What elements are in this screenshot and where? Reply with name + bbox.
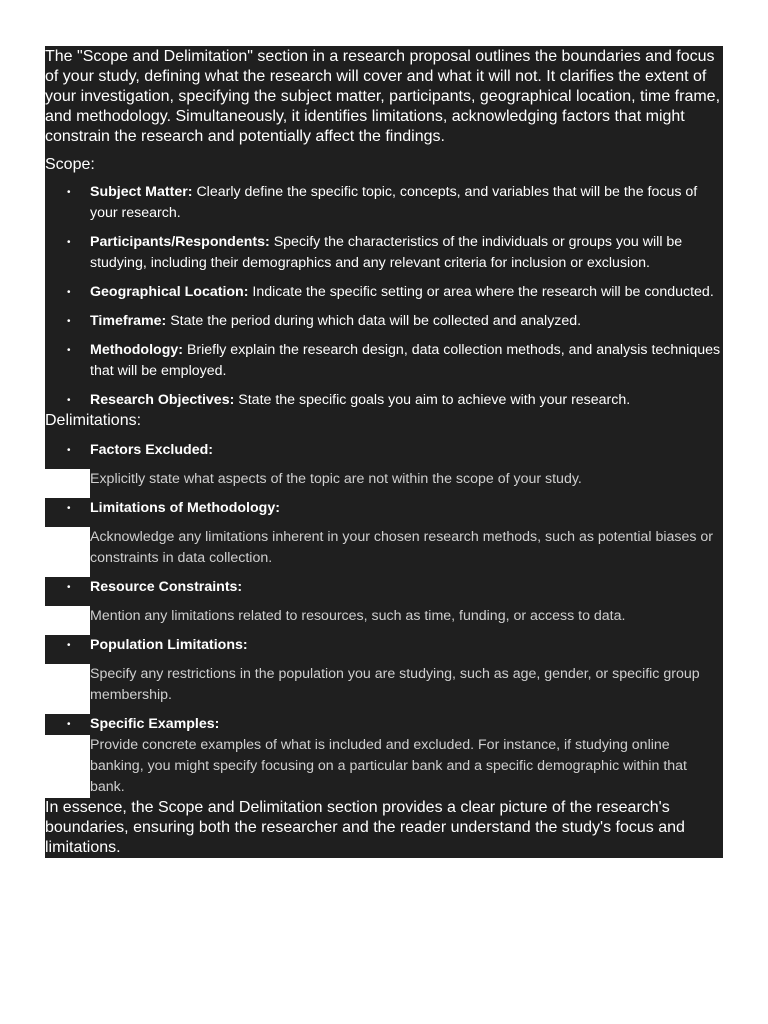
item-term: Population Limitations: [90, 637, 248, 653]
bullet-icon: • [67, 503, 71, 514]
delimitations-heading: Delimitations: [45, 411, 723, 431]
item-text: Briefly explain the research design, data collection methods, and analysis techniques that will be employed. [90, 342, 721, 379]
scope-list [45, 182, 723, 411]
list-item [45, 440, 723, 498]
item-term: Research Objectives: [90, 392, 235, 408]
item-term: Geographical Location: [90, 284, 249, 300]
bullet-icon: • [67, 316, 71, 327]
item-term: Limitations of Methodology: [90, 500, 280, 516]
item-head [45, 635, 723, 664]
conclusion-paragraph: In essence, the Scope and Delimitation section provides a clear picture of the research's boundaries, ensuring both the researcher and the reader understand the study's focus and limitations. [45, 798, 723, 858]
item-term: Participants/Respondents: [90, 234, 270, 250]
item-text: Mention any limitations related to resources, such as time, funding, or access to data. [90, 606, 723, 635]
item-text: State the specific goals you aim to achieve with your research. [238, 392, 631, 408]
bullet-icon: • [67, 345, 71, 356]
bullet-icon: • [67, 582, 71, 593]
item-text: Clearly define the specific topic, concepts, and variables that will be the focus of your research. [90, 184, 698, 221]
item-head [45, 498, 723, 527]
item-term: Timeframe: [90, 313, 167, 329]
list-item [45, 390, 723, 411]
item-text: Indicate the specific setting or area where the research will be conducted. [252, 284, 714, 300]
intro-paragraph: The "Scope and Delimitation" section in a research proposal outlines the boundaries and focus of your study, defining what the research will cover and what it will not. It clarifies the extent of your investigation, specifying the subject matter, participants, geographical location, time frame, and methodology. Simultaneously, it identifies limitations, acknowledging factors that might constrain the research and potentially affect the findings. [45, 46, 723, 147]
item-text: Specify any restrictions in the population you are studying, such as age, gender, or specific group membership. [90, 664, 723, 714]
item-text: Explicitly state what aspects of the topic are not within the scope of your study. [90, 469, 723, 498]
spacer [45, 431, 723, 440]
item-term: Specific Examples: [90, 716, 220, 732]
item-text: Specify the characteristics of the individuals or groups you will be studying, including their demographics and any relevant criteria for inclusion or exclusion. [90, 234, 683, 271]
list-item [45, 714, 723, 798]
item-head [45, 577, 723, 606]
item-term: Factors Excluded: [90, 442, 213, 458]
list-item [45, 340, 723, 382]
item-head [45, 714, 723, 735]
item-term: Subject Matter: [90, 184, 193, 200]
delimitations-list [45, 440, 723, 798]
bullet-icon: • [67, 445, 71, 456]
list-item [45, 635, 723, 714]
item-head [45, 440, 723, 469]
spacer [45, 175, 723, 182]
item-text: Provide concrete examples of what is included and excluded. For instance, if studying online banking, you might specify focusing on a particular bank and a specific demographic within that bank. [90, 735, 723, 798]
list-item [45, 311, 723, 332]
list-item [45, 232, 723, 274]
item-text: Acknowledge any limitations inherent in your chosen research methods, such as potential biases or constraints in data collection. [90, 527, 723, 577]
bullet-icon: • [67, 237, 71, 248]
list-item [45, 282, 723, 303]
list-item [45, 577, 723, 635]
document-body [45, 46, 723, 858]
item-term: Resource Constraints: [90, 579, 243, 595]
list-item [45, 182, 723, 224]
bullet-icon: • [67, 287, 71, 298]
bullet-icon: • [67, 187, 71, 198]
bullet-icon: • [67, 395, 71, 406]
scope-heading: Scope: [45, 155, 723, 175]
bullet-icon: • [67, 640, 71, 651]
list-item [45, 498, 723, 577]
bullet-icon: • [67, 719, 71, 730]
item-term: Methodology: [90, 342, 183, 358]
spacer [45, 147, 723, 155]
item-text: State the period during which data will be collected and analyzed. [170, 313, 582, 329]
